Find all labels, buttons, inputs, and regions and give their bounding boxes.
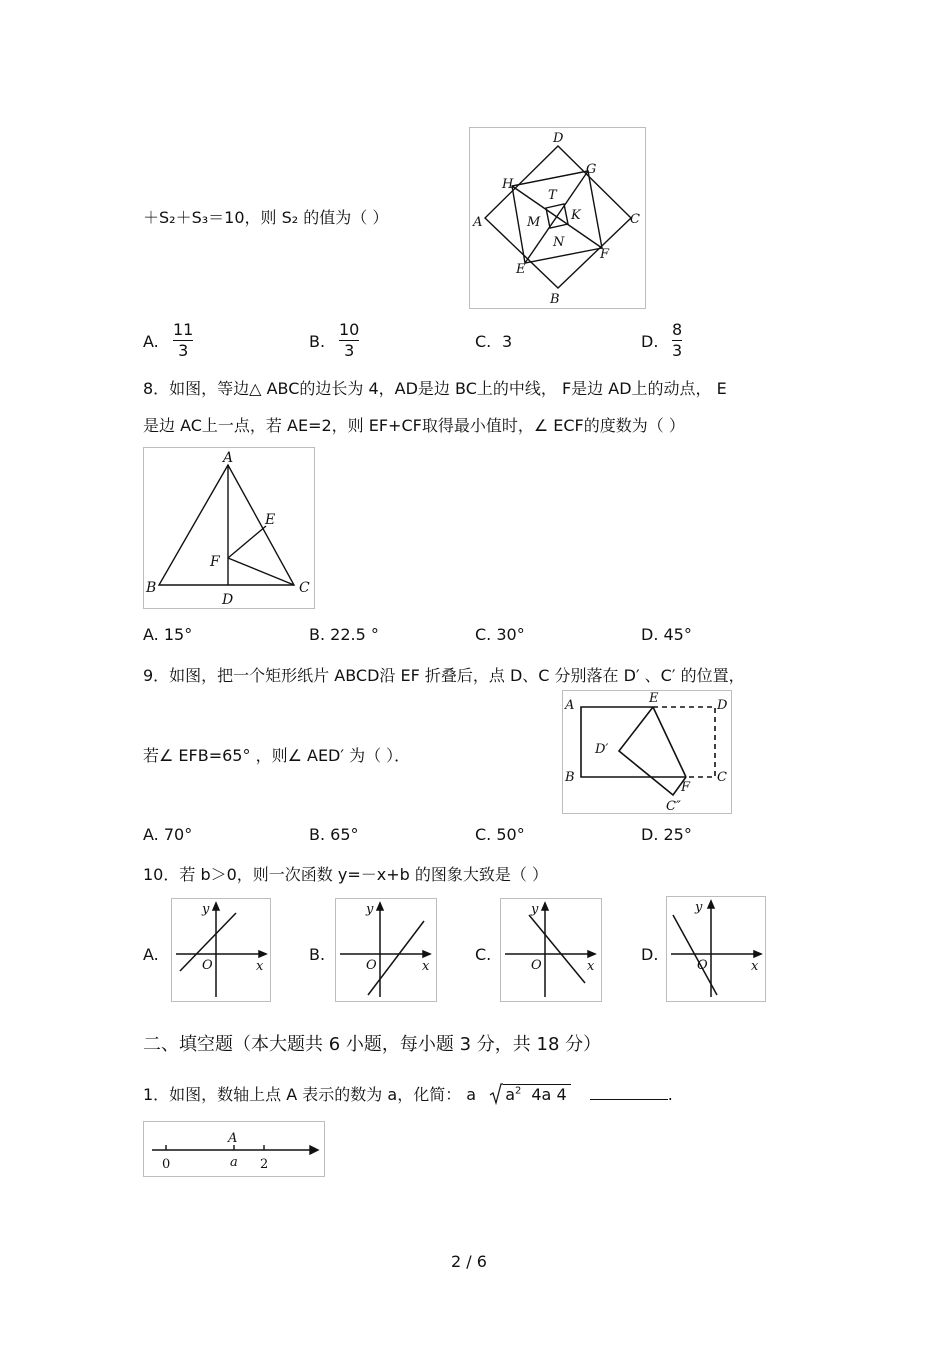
q9-option-c: C. 50°: [475, 825, 525, 844]
q7-option-c-value: 3: [502, 332, 513, 351]
q8-option-a: A. 15°: [143, 625, 193, 644]
q10-option-a-label: A.: [143, 945, 159, 964]
q7-stem-tail: ＋S₂＋S₃＝10，则 S₂ 的值为（ ）: [143, 208, 389, 227]
label-a: A: [565, 698, 575, 713]
label-e: E: [516, 262, 526, 277]
label-f: F: [600, 247, 610, 262]
q9-figure-folded-rectangle: [562, 690, 732, 814]
q8-option-c: C. 30°: [475, 625, 525, 644]
segment-fe: [228, 526, 266, 558]
q8-stem-line1: 8．如图，等边△ ABC的边长为 4，AD是边 BC上的中线， F是边 AD上的动点， E: [143, 379, 727, 398]
q7-option-a-fraction: [173, 321, 193, 360]
fill1-stem-line: 1．如图，数轴上点 A 表示的数为 a，化简： a $a^2$ 4a 4 .: [143, 1085, 673, 1104]
label-g: G: [586, 162, 597, 177]
label-b: B: [565, 770, 575, 785]
q10-graph-a: [171, 898, 271, 1002]
q10-option-d-label: D.: [641, 945, 659, 964]
tick-label-0: 0: [162, 1157, 171, 1172]
q7-option-d-label: D.: [641, 332, 659, 351]
label-a: A: [223, 450, 234, 466]
q9-option-b: B. 65°: [309, 825, 359, 844]
label-b: B: [146, 580, 157, 596]
label-e: E: [265, 512, 276, 528]
label-d: D: [553, 131, 564, 146]
q9-option-a: A. 70°: [143, 825, 193, 844]
label-h: H: [502, 177, 514, 192]
label-e: E: [649, 691, 659, 706]
svg-text:y: y: [695, 900, 703, 915]
q7-option-d-fraction: [672, 321, 682, 360]
fill1-number-line: [143, 1121, 325, 1177]
label-d-prime: D′: [595, 742, 609, 757]
label-f: F: [210, 554, 220, 570]
q10-graph-d: [666, 896, 766, 1002]
label-m: M: [527, 215, 541, 230]
q8-option-d: D. 45°: [641, 625, 692, 644]
svg-text:y: y: [366, 902, 374, 917]
label-d: D: [222, 592, 234, 608]
denominator: 3: [178, 341, 189, 360]
folded-flap: [619, 707, 686, 795]
svg-text:O: O: [697, 958, 708, 973]
q7-option-b-fraction: [339, 321, 359, 360]
svg-text:O: O: [202, 958, 213, 973]
segment-fc: [228, 558, 294, 585]
fold-line-ef: [653, 707, 686, 777]
label-point-a: A: [228, 1131, 238, 1146]
q10-option-c-label: C.: [475, 945, 492, 964]
q10-graph-b: [335, 898, 437, 1002]
q10-option-b-label: B.: [309, 945, 326, 964]
svg-text:x: x: [751, 959, 759, 974]
numerator: 10: [339, 320, 360, 339]
label-c-double-prime: C″: [666, 799, 681, 813]
svg-text:O: O: [531, 958, 542, 973]
q10-graph-c: [500, 898, 602, 1002]
fill1-answer-blank[interactable]: [590, 1099, 668, 1100]
label-c: C: [299, 580, 310, 596]
sqrt-icon: [489, 1083, 503, 1105]
label-f: F: [681, 780, 691, 795]
q8-option-b: B. 22.5 °: [309, 625, 379, 644]
label-k: K: [571, 208, 581, 223]
svg-text:y: y: [531, 902, 539, 917]
svg-text:x: x: [422, 959, 430, 974]
label-b: B: [550, 292, 560, 307]
label-n: N: [553, 235, 565, 250]
fill1-stem: 1．如图，数轴上点 A 表示的数为 a，化简： a: [143, 1085, 477, 1104]
label-d: D: [717, 698, 728, 713]
fill1-radical: $a^2$ 4a 4: [489, 1083, 570, 1105]
tick-label-2: 2: [260, 1157, 269, 1172]
q9-stem-line2: 若∠ EFB=65° ，则∠ AED′ 为（ ）．: [143, 746, 411, 765]
original-position-dashed: [653, 707, 715, 777]
q8-figure-triangle: [143, 447, 315, 609]
q7-figure-squares: [469, 127, 646, 309]
label-t: T: [548, 188, 557, 203]
denominator: 3: [672, 341, 683, 360]
svg-text:y: y: [202, 902, 210, 917]
section-2-title: 二、填空题（本大题共 6 小题，每小题 3 分，共 18 分）: [143, 1034, 602, 1055]
q7-option-c-label: C.: [475, 332, 492, 351]
q8-stem-line2: 是边 AC上一点，若 AE=2，则 EF+CF取得最小值时，∠ ECF的度数为（ ）: [143, 416, 685, 435]
numerator: 11: [173, 320, 194, 339]
label-c: C: [630, 212, 640, 227]
label-c: C: [717, 770, 727, 785]
q9-stem-line1: 9．如图，把一个矩形纸片 ABCD沿 EF 折叠后，点 D、C 分别落在 D′ 、C′ 的位置，: [143, 666, 745, 685]
label-a: A: [473, 215, 483, 230]
q7-option-a-label: A.: [143, 332, 159, 351]
numerator: 8: [672, 320, 683, 339]
svg-text:x: x: [256, 959, 264, 974]
q7-option-b-label: B.: [309, 332, 326, 351]
svg-text:O: O: [366, 958, 377, 973]
tick-label-a: a: [230, 1155, 238, 1170]
svg-text:x: x: [587, 959, 595, 974]
page-number: 2 / 6: [451, 1252, 487, 1271]
q10-stem: 10．若 b＞0，则一次函数 y=－x+b 的图象大致是（ ）: [143, 865, 548, 884]
denominator: 3: [344, 341, 355, 360]
q9-option-d: D. 25°: [641, 825, 692, 844]
